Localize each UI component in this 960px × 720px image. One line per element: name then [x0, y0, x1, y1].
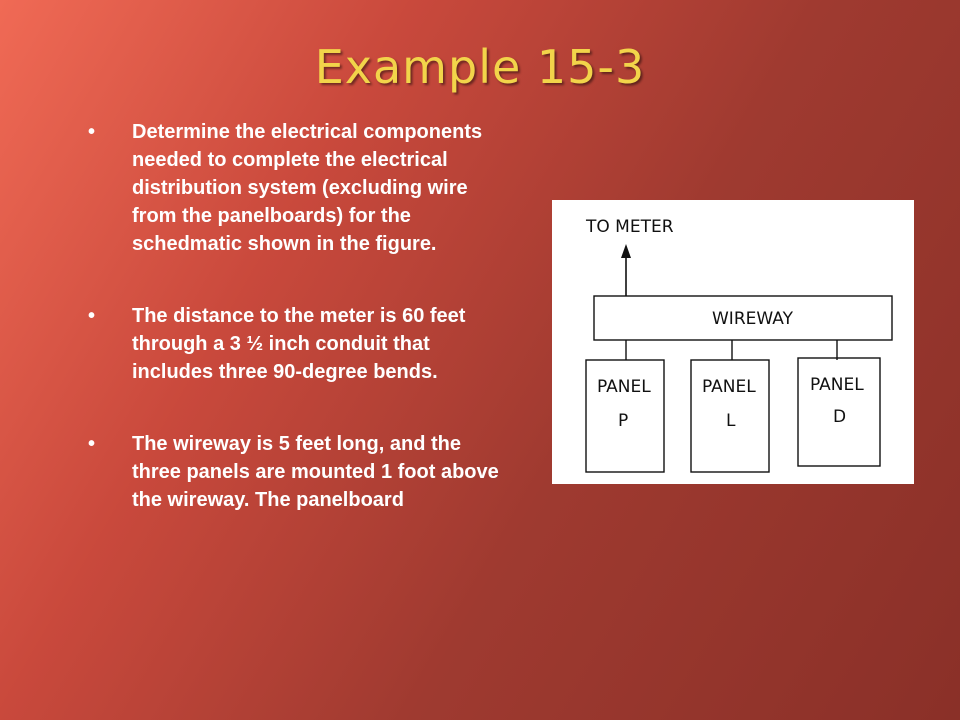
panel-p-label: PANEL	[597, 377, 651, 397]
bullet-text: Determine the electrical components needed to complete the electrical distribution system (excluding wire from the panelboards) for the schedmatic shown in the figure.	[132, 121, 483, 255]
bullet-list	[88, 118, 508, 558]
panel-p-letter: P	[618, 411, 629, 431]
bullet-text: The distance to the meter is 60 feet through a 3 ½ inch conduit that includes three 90-degree bends.	[132, 305, 466, 383]
panel-l-letter: L	[726, 411, 736, 431]
bullet-item	[88, 302, 508, 386]
panel-d-letter: D	[833, 407, 847, 427]
bullet-dot-icon: •	[88, 433, 96, 455]
bullet-text: The wireway is 5 feet long, and the three panels are mounted 1 foot above the wireway. The panelboard	[132, 433, 499, 511]
panel-d-label: PANEL	[810, 375, 864, 395]
arrow-up-icon	[621, 244, 631, 258]
bullet-item	[88, 118, 508, 258]
wireway-label: WIREWAY	[712, 309, 793, 329]
bullet-dot-icon: •	[88, 121, 96, 143]
panel-l-label: PANEL	[702, 377, 756, 397]
bullet-dot-icon: •	[88, 305, 96, 327]
bullet-item	[88, 430, 508, 514]
schematic-figure	[552, 200, 914, 484]
meter-label: TO METER	[586, 217, 674, 237]
slide-title: Example 15-3	[314, 40, 646, 94]
schematic-diagram	[552, 200, 914, 484]
